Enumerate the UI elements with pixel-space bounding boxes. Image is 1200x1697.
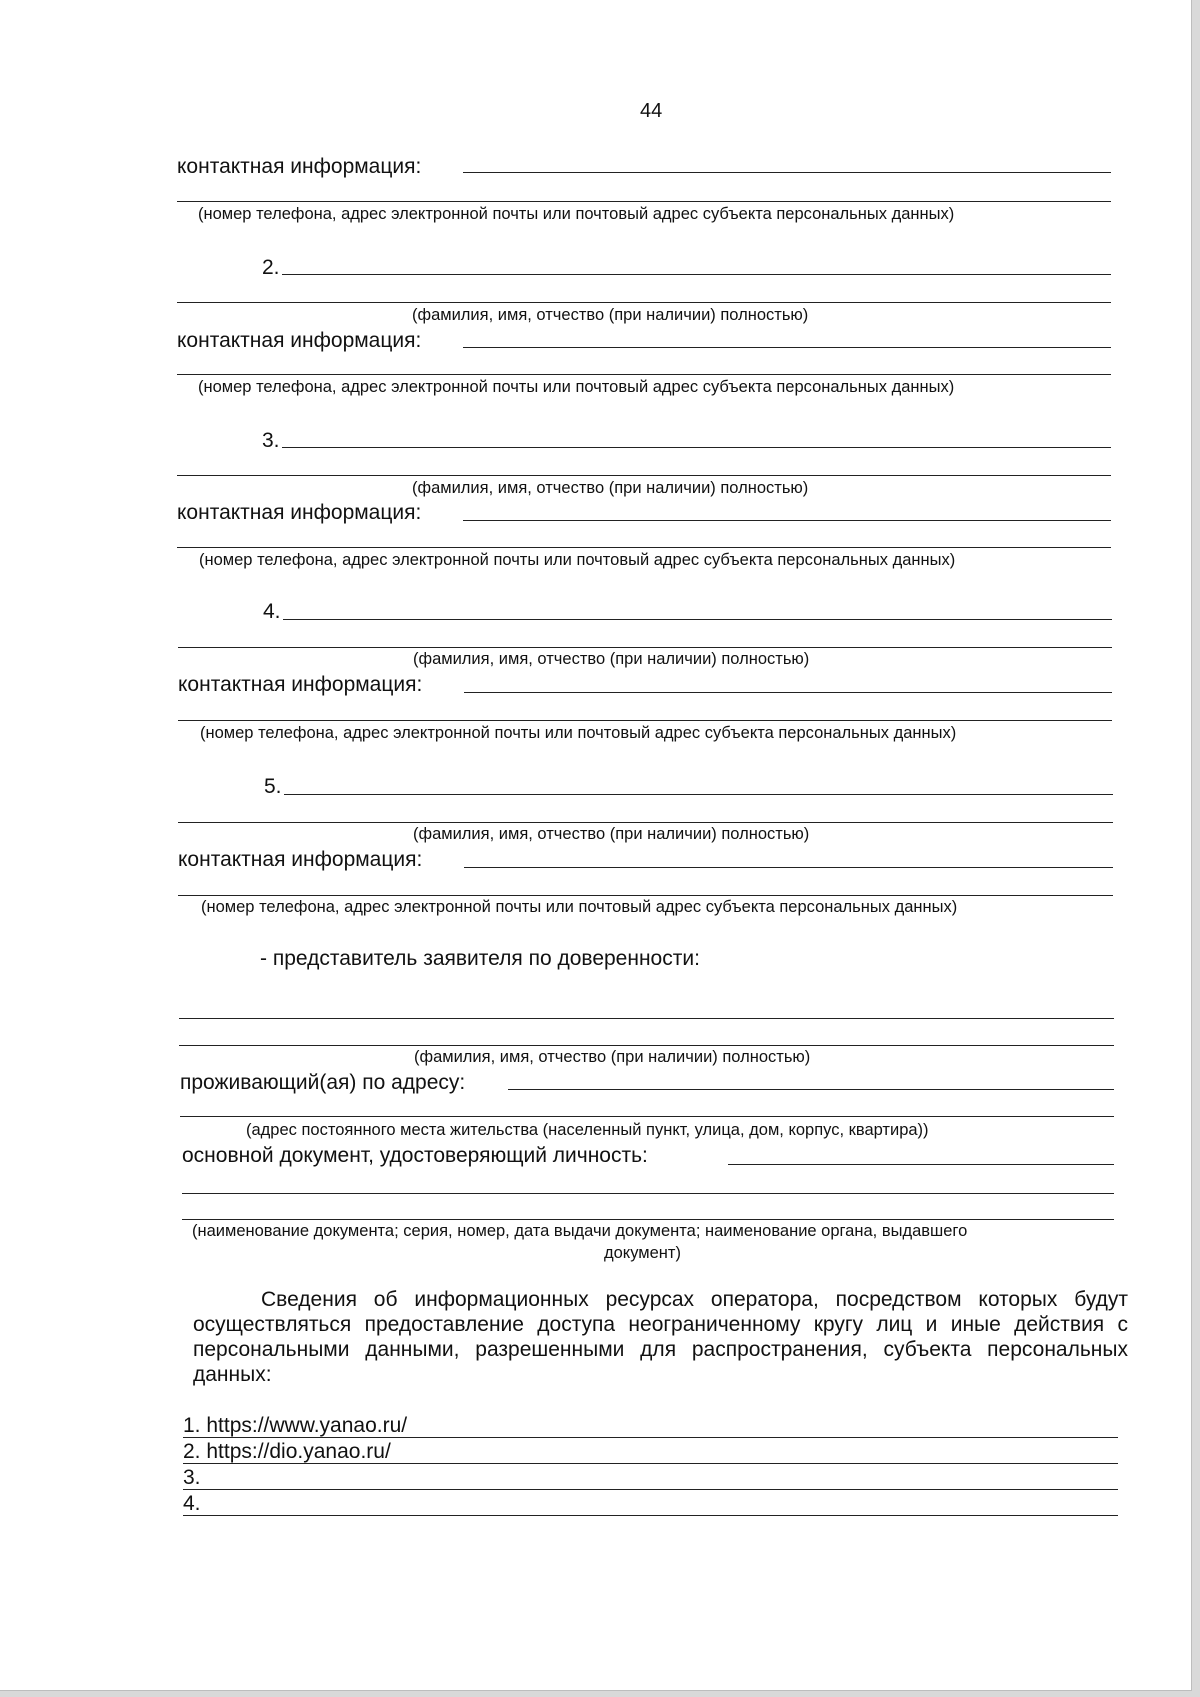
contact-label: контактная информация: bbox=[178, 673, 423, 696]
contact-line bbox=[464, 867, 1113, 868]
resource-item: 1. https://www.yanao.ru/ bbox=[183, 1414, 408, 1437]
contact-line bbox=[464, 692, 1112, 693]
address-label: проживающий(ая) по адресу: bbox=[180, 1071, 466, 1094]
contact-line-2 bbox=[178, 720, 1112, 721]
contact-caption: (номер телефона, адрес электронной почты или почтовый адрес субъекта персональных данных) bbox=[198, 205, 955, 223]
contact-label: контактная информация: bbox=[177, 155, 422, 178]
fio-line-2 bbox=[177, 302, 1111, 303]
fio-line bbox=[282, 447, 1111, 448]
address-caption: (адрес постоянного места жительства (населенный пункт, улица, дом, корпус, квартира)) bbox=[246, 1121, 929, 1139]
resource-line bbox=[183, 1437, 1118, 1438]
contact-caption: (номер телефона, адрес электронной почты или почтовый адрес субъекта персональных данных) bbox=[200, 724, 957, 742]
document-caption-cont: документ) bbox=[604, 1244, 681, 1262]
address-line-2 bbox=[180, 1116, 1114, 1117]
page-number: 44 bbox=[640, 100, 663, 122]
contact-line-2 bbox=[177, 547, 1111, 548]
resource-item: 4. bbox=[183, 1492, 201, 1515]
contact-line bbox=[463, 520, 1111, 521]
representative-heading: - представитель заявителя по доверенности: bbox=[260, 947, 700, 970]
fio-line bbox=[282, 274, 1111, 275]
contact-line bbox=[463, 172, 1111, 173]
fio-line bbox=[284, 794, 1113, 795]
contact-label: контактная информация: bbox=[177, 501, 422, 524]
fio-line-2 bbox=[178, 822, 1113, 823]
fio-caption: (фамилия, имя, отчество (при наличии) полностью) bbox=[412, 306, 809, 324]
contact-caption: (номер телефона, адрес электронной почты или почтовый адрес субъекта персональных данных) bbox=[201, 898, 958, 916]
document-line-2 bbox=[182, 1193, 1114, 1194]
fio-line-2 bbox=[178, 647, 1112, 648]
fio-caption: (фамилия, имя, отчество (при наличии) полностью) bbox=[412, 479, 809, 497]
document-label: основной документ, удостоверяющий личность: bbox=[182, 1144, 648, 1167]
contact-line-2 bbox=[177, 374, 1111, 375]
fio-line bbox=[283, 619, 1112, 620]
document-caption: (наименование документа; серия, номер, дата выдачи документа; наименование органа, выдавшего bbox=[192, 1222, 968, 1240]
resources-paragraph: Сведения об информационных ресурсах оператора, посредством которых будут осуществляться предоставление доступа неограниченному кругу лиц и иные действия с персональными данными, разрешенными для распространения, субъекта персональных данных: bbox=[193, 1288, 1128, 1386]
entry-number: 4. bbox=[263, 600, 281, 623]
fio-line bbox=[179, 1018, 1114, 1019]
contact-caption: (номер телефона, адрес электронной почты или почтовый адрес субъекта персональных данных) bbox=[199, 551, 956, 569]
fio-line-2 bbox=[179, 1045, 1114, 1046]
fio-caption: (фамилия, имя, отчество (при наличии) полностью) bbox=[413, 650, 810, 668]
address-line bbox=[508, 1089, 1114, 1090]
resource-line bbox=[183, 1489, 1118, 1490]
resource-line bbox=[183, 1515, 1118, 1516]
fio-caption: (фамилия, имя, отчество (при наличии) полностью) bbox=[413, 825, 810, 843]
entry-number: 5. bbox=[264, 775, 282, 798]
contact-line-2 bbox=[177, 201, 1111, 202]
contact-label: контактная информация: bbox=[178, 848, 423, 871]
contact-label: контактная информация: bbox=[177, 329, 422, 352]
fio-caption: (фамилия, имя, отчество (при наличии) полностью) bbox=[414, 1048, 811, 1066]
contact-line bbox=[463, 347, 1111, 348]
entry-number: 2. bbox=[262, 256, 280, 279]
resource-line bbox=[183, 1463, 1118, 1464]
contact-caption: (номер телефона, адрес электронной почты или почтовый адрес субъекта персональных данных) bbox=[198, 378, 955, 396]
fio-line-2 bbox=[177, 475, 1111, 476]
resource-item: 2. https://dio.yanao.ru/ bbox=[183, 1440, 391, 1463]
contact-line-2 bbox=[178, 895, 1113, 896]
document-line-3 bbox=[182, 1219, 1114, 1220]
document-line bbox=[728, 1164, 1114, 1165]
resource-item: 3. bbox=[183, 1466, 201, 1489]
entry-number: 3. bbox=[262, 429, 280, 452]
